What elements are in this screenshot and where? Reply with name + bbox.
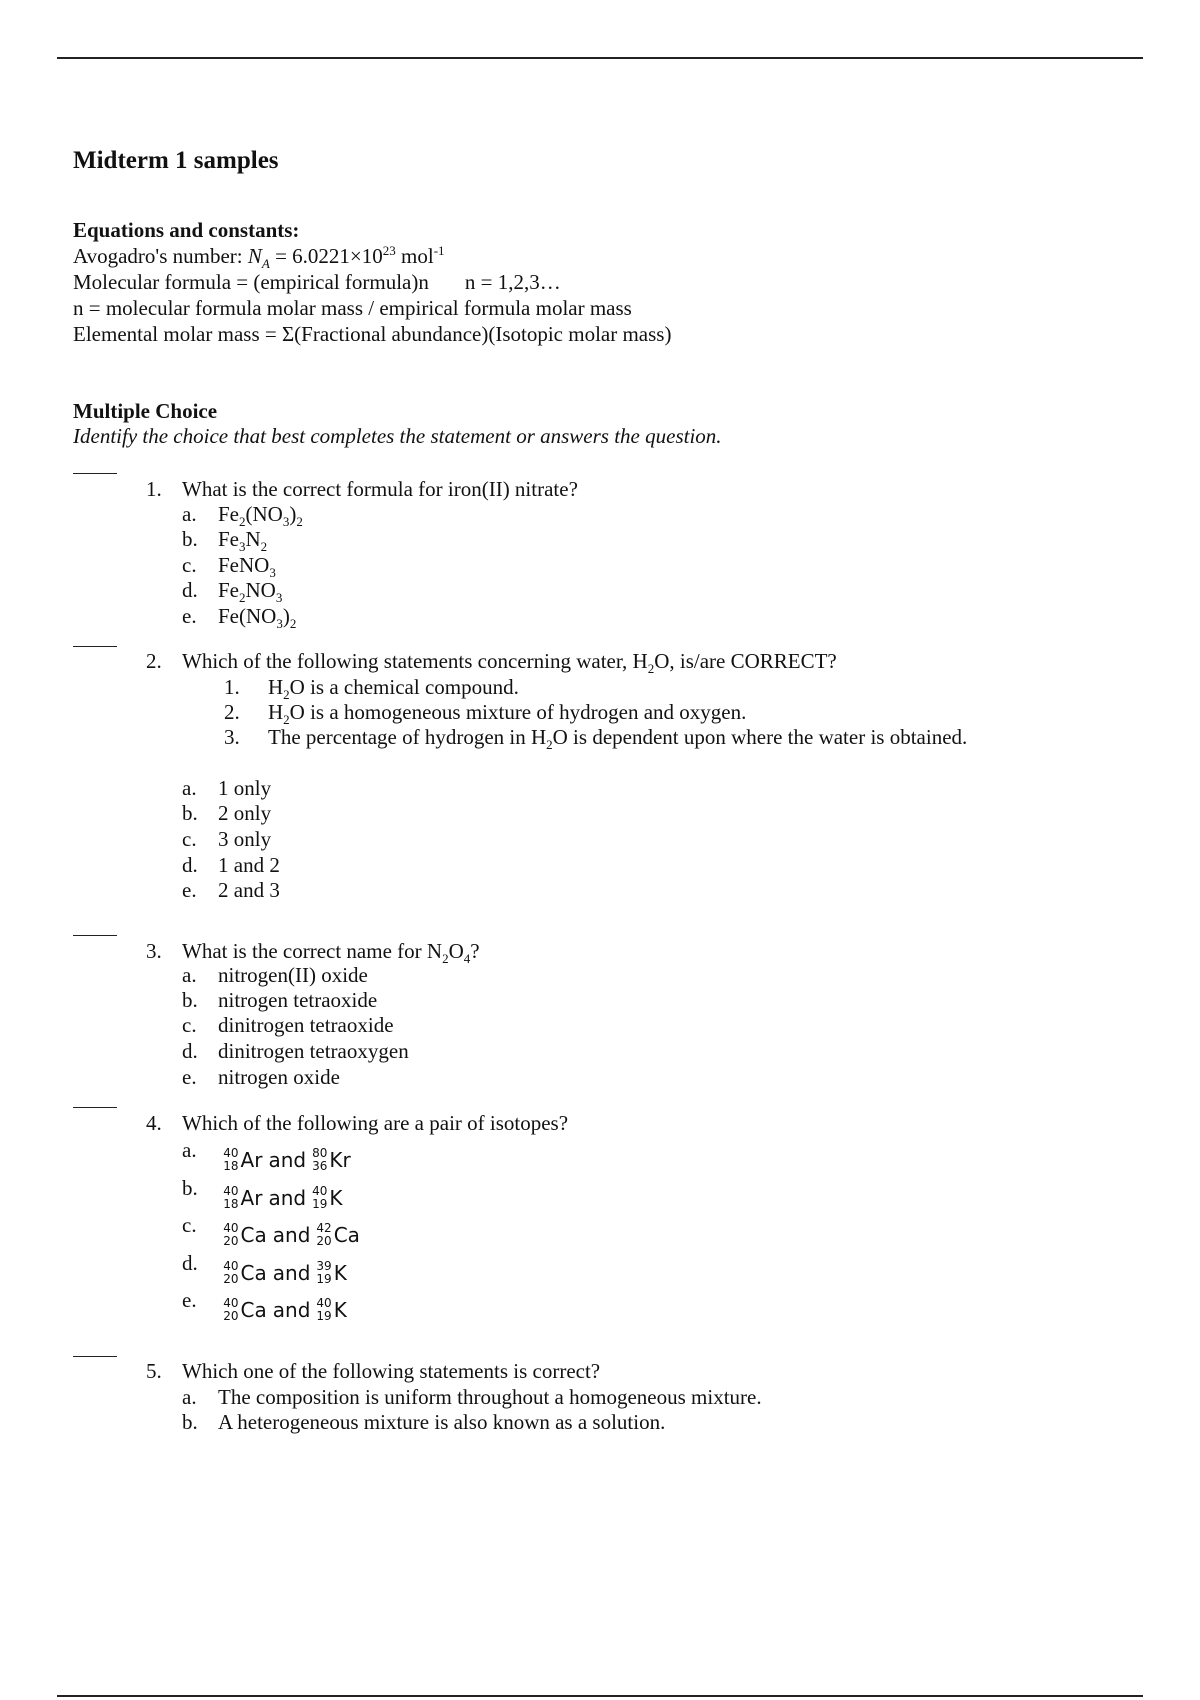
avogadro-label: Avogadro's number: bbox=[73, 244, 248, 268]
choice-c: c. FeNO$_3$ bbox=[182, 553, 276, 581]
choice-a: a. The composition is uniform throughout a homogeneous mixture. bbox=[182, 1385, 762, 1409]
n-definition: n = molecular formula molar mass / empirical formula molar mass bbox=[73, 296, 632, 320]
avogadro-symbol: N bbox=[247, 244, 262, 268]
choice-d: d. dinitrogen tetraoxygen bbox=[182, 1039, 409, 1063]
isotope-pair: 40 20 Ca and 42 20 Ca bbox=[223, 1221, 360, 1248]
isotope-pair: 40 20 Ca and 40 19 K bbox=[223, 1296, 347, 1323]
statement-2: 2. $H_2O$ is a homogeneous mixture of hydrogen and oxygen. bbox=[224, 700, 747, 728]
elemental-molar-mass: Elemental molar mass = Σ(Fractional abundance)(Isotopic molar mass) bbox=[73, 322, 672, 346]
top-rule bbox=[57, 57, 1143, 59]
avogadro-value: = 6.0221×10 bbox=[269, 244, 383, 268]
choice-b: b. nitrogen tetraoxide bbox=[182, 988, 378, 1012]
question-number: 4. bbox=[146, 1111, 162, 1135]
choice-e: e. $Fe(NO_3)_2$ bbox=[182, 604, 297, 632]
choice-b: b. $Fe_3N_2$ bbox=[182, 527, 268, 555]
choice-d: d. 40 20 Ca and 39 19 K bbox=[182, 1251, 347, 1286]
choice-e: e. 40 20 Ca and 40 19 K bbox=[182, 1288, 347, 1323]
molecular-formula-line bbox=[73, 270, 1123, 296]
choice-a: a. $Fe_2(NO_3)_2$ bbox=[182, 502, 303, 530]
isotope-pair: 40 18 Ar and 40 19 K bbox=[223, 1184, 343, 1211]
avogadro-symbol-sub: A bbox=[261, 256, 270, 272]
answer-blank-3[interactable] bbox=[73, 935, 117, 936]
choice-c: c. dinitrogen tetraoxide bbox=[182, 1013, 394, 1037]
choice-d: d. $Fe_2NO_3$ bbox=[182, 578, 283, 606]
isotope-pair: 40 18 Ar and 80 36 Kr bbox=[223, 1146, 351, 1173]
answer-blank-4[interactable] bbox=[73, 1107, 117, 1108]
choice-a: a. nitrogen(II) oxide bbox=[182, 963, 368, 987]
answer-blank-2[interactable] bbox=[73, 646, 117, 647]
choice-a: a. 1 only bbox=[182, 776, 272, 800]
multiple-choice-header bbox=[73, 399, 1123, 449]
page-title: Midterm 1 samples bbox=[73, 147, 279, 174]
n-values: n = 1,2,3… bbox=[464, 270, 561, 294]
answer-blank-5[interactable] bbox=[73, 1356, 117, 1357]
isotope-pair: 40 20 Ca and 39 19 K bbox=[223, 1259, 347, 1286]
choice-a: a. 40 18 Ar and 80 36 Kr bbox=[182, 1138, 351, 1173]
answer-blank-1[interactable] bbox=[73, 473, 117, 474]
choice-b: b. 2 only bbox=[182, 801, 272, 825]
question-text: Which of the following statements concerning water, $H_2O$, is/are CORRECT? bbox=[182, 649, 837, 677]
multiple-choice-heading: Multiple Choice bbox=[73, 399, 218, 423]
avogadro-line bbox=[73, 244, 1123, 270]
equations-heading: Equations and constants: bbox=[73, 218, 300, 242]
avogadro-unit-exponent: -1 bbox=[433, 243, 445, 258]
question-number: 2. bbox=[146, 649, 162, 673]
choice-b: b. 40 18 Ar and 40 19 K bbox=[182, 1176, 343, 1211]
multiple-choice-instruction: Identify the choice that best completes the statement or answers the question. bbox=[73, 424, 722, 449]
avogadro-exponent: 23 bbox=[382, 243, 396, 258]
statement-3: 3. The percentage of hydrogen in $H_2O$ is dependent upon where the water is obtained. bbox=[224, 725, 968, 753]
statement-1: 1. $H_2O$ is a chemical compound. bbox=[224, 675, 519, 703]
choice-c: c. 3 only bbox=[182, 827, 272, 851]
choice-e: e. 2 and 3 bbox=[182, 878, 280, 902]
choice-b: b. A heterogeneous mixture is also known as a solution. bbox=[182, 1410, 666, 1434]
question-text: What is the correct name for $N_2O_4$? bbox=[182, 939, 480, 967]
molecular-formula: Molecular formula = (empirical formula)n bbox=[73, 270, 429, 294]
choice-e: e. nitrogen oxide bbox=[182, 1065, 340, 1089]
question-text: Which one of the following statements is correct? bbox=[182, 1359, 601, 1383]
question-number: 1. bbox=[146, 477, 162, 501]
bottom-rule bbox=[57, 1695, 1143, 1697]
equations-section bbox=[73, 218, 1123, 348]
question-text: Which of the following are a pair of isotopes? bbox=[182, 1111, 569, 1135]
avogadro-unit: mol bbox=[395, 244, 434, 268]
choice-d: d. 1 and 2 bbox=[182, 853, 280, 877]
choice-c: c. 40 20 Ca and 42 20 Ca bbox=[182, 1213, 360, 1248]
question-number: 5. bbox=[146, 1359, 162, 1383]
question-number: 3. bbox=[146, 939, 162, 963]
question-text: What is the correct formula for iron(II) nitrate? bbox=[182, 477, 578, 501]
